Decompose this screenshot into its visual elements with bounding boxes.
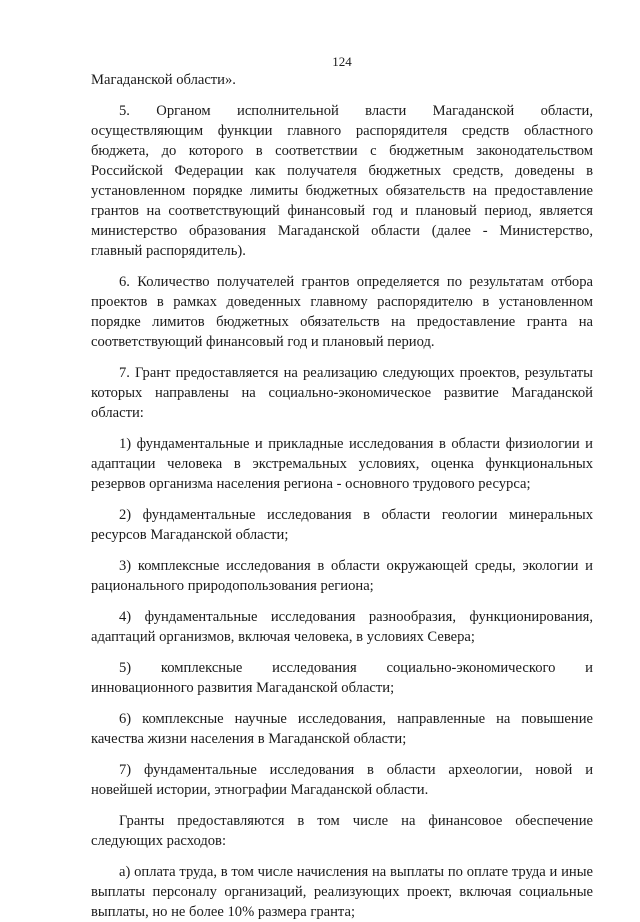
document-page — [91, 0, 593, 920]
paragraph-expenses-intro: Гранты предоставляются в том числе на финансовое обеспечение следующих расходов: — [91, 813, 593, 849]
paragraph-item-7: 7. Грант предоставляется на реализацию следующих проектов, результаты которых направлены на социально-экономическое развитие Магаданской области: — [91, 365, 593, 421]
list-item-3: 3) комплексные исследования в области окружающей среды, экологии и рационального природопользования региона; — [91, 558, 593, 594]
page-number: 124 — [332, 54, 352, 69]
list-item-5: 5) комплексные исследования социально-экономического и инновационного развития Магаданской области; — [91, 660, 593, 696]
list-item-a: а) оплата труда, в том числе начисления на выплаты по оплате труда и иные выплаты персоналу организаций, реализующих проект, включая социальные выплаты, но не более 10% размера гранта; — [91, 864, 593, 920]
paragraph-item-6: 6. Количество получателей грантов определяется по результатам отбора проектов в рамках доведенных главному распорядителю в установленном порядке лимитов бюджетных обязательств на предоставление гранта на соответствующий финансовый год и плановый период. — [91, 274, 593, 350]
paragraph-continuation: Магаданской области». — [91, 72, 236, 88]
list-item-2: 2) фундаментальные исследования в области геологии минеральных ресурсов Магаданской области; — [91, 507, 593, 543]
list-item-1: 1) фундаментальные и прикладные исследования в области физиологии и адаптации человека в экстремальных условиях, оценка функциональных резервов организма населения региона - основного трудового ресурса; — [91, 436, 593, 492]
list-item-4: 4) фундаментальные исследования разнообразия, функционирования, адаптаций организмов, включая человека, в условиях Севера; — [91, 609, 593, 645]
document-body — [91, 70, 593, 922]
paragraph-item-5: 5. Органом исполнительной власти Магаданской области, осуществляющим функции главного распорядителя средств областного бюджета, до которого в соответствии с бюджетным законодательством Российской Федерации как получателя бюджетных средств, доведены в установленном порядке лимиты бюджетных обязательств на предоставление грантов на соответствующий финансовый год и плановый период, является министерство образования Магаданской области (далее - Министерство, главный распорядитель). — [91, 103, 593, 259]
list-item-6: 6) комплексные научные исследования, направленные на повышение качества жизни населения в Магаданской области; — [91, 711, 593, 747]
list-item-7: 7) фундаментальные исследования в области археологии, новой и новейшей истории, этнографии Магаданской области. — [91, 762, 593, 798]
